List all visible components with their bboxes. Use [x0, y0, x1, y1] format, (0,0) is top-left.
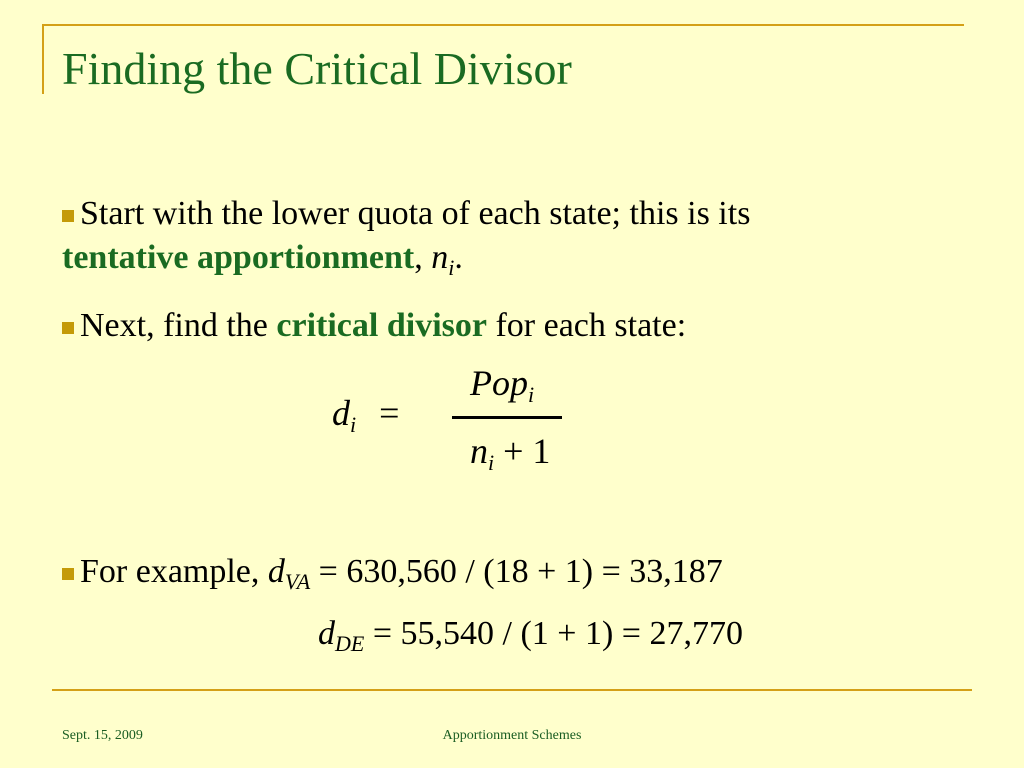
- bullet-1: [62, 192, 750, 236]
- bullet-1-var: n: [431, 239, 449, 276]
- bullet-3: [62, 550, 723, 594]
- bullet-square-icon: [62, 210, 74, 222]
- formula-lhs-sub: i: [350, 412, 357, 437]
- term-critical-divisor: critical divisor: [276, 307, 487, 344]
- frame-left-rule: [42, 24, 44, 94]
- bullet-2: [62, 304, 686, 348]
- bullet-3-continuation: [318, 612, 743, 656]
- example-va-sub: VA: [284, 569, 311, 594]
- bullet-1-period: .: [454, 239, 463, 276]
- formula-denominator-sub: i: [488, 450, 495, 475]
- formula-numerator: [470, 362, 535, 407]
- formula-numerator-sub: i: [528, 382, 535, 407]
- frame-top-rule: [43, 24, 964, 26]
- example-de-var: d: [318, 615, 335, 652]
- example-de-expression: = 55,540 / (1 + 1) = 27,770: [372, 615, 743, 652]
- bullet-1-text: Start with the lower quota of each state; this is its: [80, 195, 751, 232]
- bullet-1-var-sub: i: [448, 255, 455, 280]
- example-va-var: d: [267, 553, 285, 590]
- formula-denominator-rest: + 1: [503, 431, 551, 471]
- formula-denominator-var: n: [470, 431, 488, 471]
- bullet-square-icon: [62, 568, 74, 580]
- example-de-sub: DE: [335, 631, 365, 656]
- critical-divisor-formula: [330, 362, 600, 482]
- bullet-2-text-before: Next, find the: [80, 307, 268, 344]
- term-tentative-apportionment: tentative apportionment: [62, 239, 415, 276]
- formula-lhs: [332, 392, 400, 437]
- formula-equals: =: [379, 393, 400, 433]
- slide-title: Finding the Critical Divisor: [62, 43, 572, 94]
- formula-lhs-var: d: [332, 393, 350, 433]
- footer-title: Apportionment Schemes: [442, 728, 582, 743]
- formula-denominator: [470, 430, 551, 475]
- bullet-1-comma: ,: [414, 239, 423, 276]
- bullet-2-text-after: for each state:: [495, 307, 687, 344]
- example-va-expression: = 630,560 / (18 + 1) = 33,187: [318, 553, 723, 590]
- bullet-1-continuation: [62, 236, 463, 280]
- formula-fraction-bar: [452, 416, 562, 419]
- footer-date: Sept. 15, 2009: [62, 728, 143, 743]
- bullet-3-text-before: For example,: [80, 553, 260, 590]
- footer-rule: [52, 689, 972, 691]
- formula-numerator-var: Pop: [470, 363, 528, 403]
- bullet-square-icon: [62, 322, 74, 334]
